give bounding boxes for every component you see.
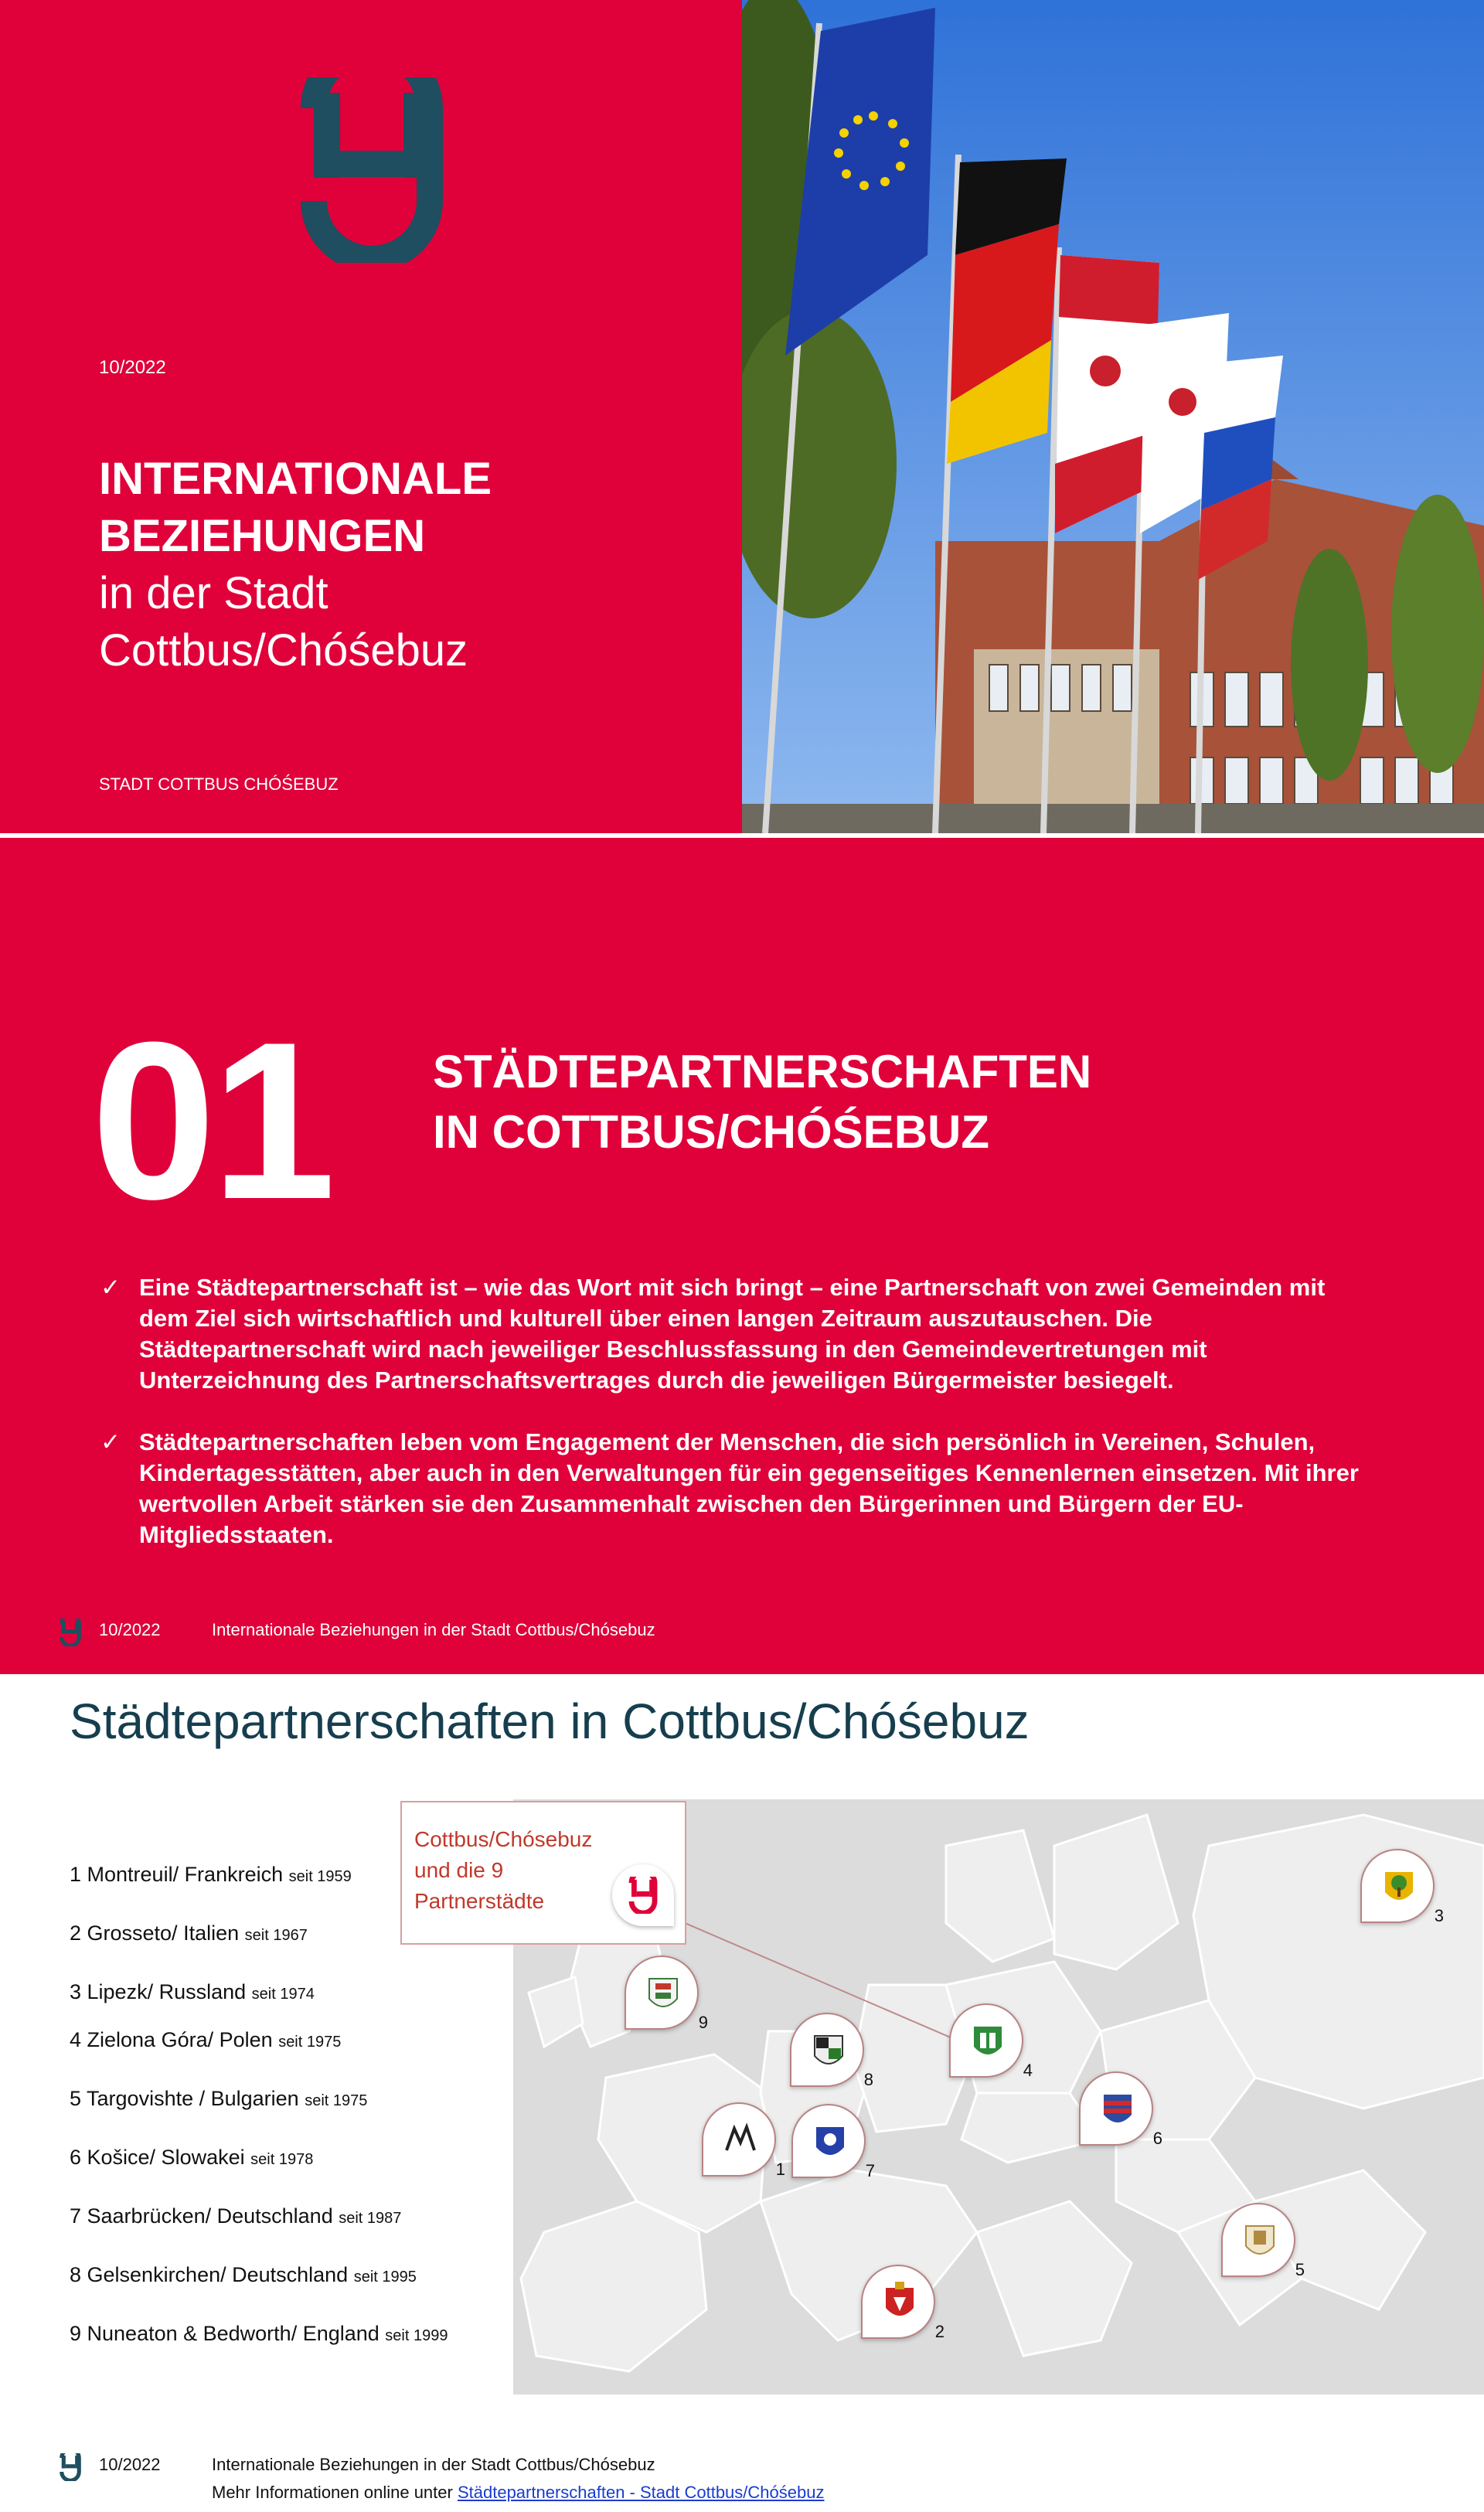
map-pin-nuneaton-bedworth [625,1955,708,2032]
city-name: 7 Saarbrücken/ Deutschland [70,2204,333,2228]
grosseto-crest-icon [883,2282,917,2323]
city-name: 4 Zielona Góra/ Polen [70,2028,273,2051]
publication-date: 10/2022 [99,357,166,378]
check-icon: ✓ [100,1428,121,1455]
pin-number: 7 [865,2161,875,2180]
map-pin-kosice [1079,2071,1162,2148]
footer-date: 10/2022 [99,1620,161,1639]
pin-number: 9 [698,2013,708,2032]
title-line-1: INTERNATIONALE [99,454,492,504]
footer-date: 10/2022 [99,2455,161,2474]
title-line-2: BEZIEHUNGEN [99,511,426,561]
city-name: 9 Nuneaton & Bedworth/ England [70,2322,380,2345]
document-title [99,451,492,679]
lipezk-crest-icon [1382,1866,1416,1908]
city-since: seit 1978 [250,2151,314,2168]
partner-city-item [70,2087,367,2111]
footer-more-info [212,2483,824,2503]
legend-line-2: und die 9 [414,1858,504,1882]
map-pin-saarbruecken [791,2104,875,2180]
pin-number: 2 [934,2322,945,2341]
bullet-text: Städtepartnerschaften leben vom Engagement der Menschen, die sich persönlich in Vereinen, Schulen, Kindertagesstätten, aber auch in den Verwaltungen für ein gegenseitiges Kennenlernen einsetzen. Mit ihrer wertvollen Arbeit stärken sie den Zusammenhalt zwischen den Bürgerinnen und Bürgern der EU-Mitgliedsstaaten. [139,1428,1359,1548]
city-since: seit 1975 [278,2034,342,2051]
cottbus-logo-icon [298,77,445,263]
section-heading [433,1042,1091,1162]
slide-footer [0,1611,1484,1649]
montreuil-logo-icon [723,2119,757,2161]
city-since: seit 1987 [339,2210,402,2227]
bullet-item [100,1272,1368,1396]
section-number: 01 [91,996,332,1246]
flags-photo [742,0,1484,833]
partner-city-item [70,2204,401,2228]
targovishte-crest-icon [1243,2220,1277,2262]
footer-text: Internationale Beziehungen in der Stadt Cottbus/Chósebuz [212,1620,655,1639]
map-pin-grosseto [861,2265,945,2341]
city-since: seit 1959 [288,1868,352,1885]
city-name: 5 Targovishte / Bulgarien [70,2087,299,2110]
city-since: seit 1999 [385,2327,448,2344]
city-since: seit 1974 [251,1986,315,2003]
city-since: seit 1995 [353,2269,417,2286]
city-name: 8 Gelsenkirchen/ Deutschland [70,2263,349,2286]
zielona-gora-crest-icon [971,2020,1005,2062]
gelsenkirchen-crest-icon [812,2030,846,2071]
partner-city-item [70,2263,417,2287]
pin-number: 6 [1152,2129,1162,2148]
more-info-prefix: Mehr Informationen online unter [212,2483,458,2502]
map-pin-zielona-gora [949,2003,1033,2080]
kosice-crest-icon [1101,2088,1135,2130]
cottbus-marker [612,1864,674,1926]
partner-city-item [70,2322,448,2346]
partner-city-item [70,1921,308,1945]
saarbruecken-crest-icon [813,2121,847,2163]
more-info-link[interactable]: Städtepartnerschaften - Stadt Cottbus/Chóśebuz [457,2483,825,2502]
city-since: seit 1975 [305,2092,368,2109]
city-name: 6 Košice/ Slowakei [70,2146,245,2169]
organisation-name: STADT COTTBUS CHÓŚEBUZ [99,774,339,794]
bullet-text: Eine Städtepartnerschaft ist – wie das Wort mit sich bringt – eine Partnerschaft von zwei Gemeinden mit dem Ziel sich wirtschaftlich und kulturell über einen langen Zeitraum auszutauschen. Die Städtepartnerschaft wird nach jeweiliger Beschlussfassung in den Gemeindevertretungen mit Unterzeichnung des Partnerschaftsvertrages durch die jeweiligen Bürgermeister besiegelt. [139,1274,1326,1394]
pin-number: 8 [863,2070,873,2089]
pin-number: 1 [775,2160,785,2179]
section-heading-line-2: IN COTTBUS/CHÓŚEBUZ [433,1106,989,1158]
map-pin-montreuil [702,2102,785,2179]
title-line-4: Cottbus/Chóśebuz [99,625,468,676]
nuneaton-crest-icon [646,1972,680,2014]
map-legend-box [400,1801,686,1945]
legend-line-3: Partnerstädte [414,1889,545,1913]
bullet-item [100,1427,1368,1550]
legend-line-1: Cottbus/Chósebuz [414,1827,593,1851]
pin-number: 4 [1023,2061,1033,2080]
partner-city-item [70,2028,341,2052]
city-since: seit 1967 [244,1927,308,1944]
pin-number: 3 [1434,1906,1444,1925]
city-name: 3 Lipezk/ Russland [70,1980,247,2003]
check-icon: ✓ [100,1274,121,1301]
title-line-3: in der Stadt [99,568,328,618]
bullet-list [100,1272,1368,1581]
title-slide [0,0,1484,833]
pin-number: 5 [1295,2260,1305,2279]
partner-city-item [70,1863,352,1887]
legend-caption [414,1824,592,1917]
partner-city-item [70,2146,313,2170]
map-pin-lipezk [1360,1849,1444,1925]
partner-city-item [70,1980,315,2004]
footer-text: Internationale Beziehungen in der Stadt Cottbus/Chósebuz [212,2455,655,2474]
cottbus-logo-icon [59,1619,82,1646]
slide-title: Städtepartnerschaften in Cottbus/Chóśebuz [70,1693,1030,1749]
city-name: 1 Montreuil/ Frankreich [70,1863,284,1886]
cottbus-logo-icon [628,1877,659,1914]
map-pin-targovishte [1221,2203,1305,2279]
city-name: 2 Grosseto/ Italien [70,1921,240,1945]
section-heading-line-1: STÄDTEPARTNERSCHAFTEN [433,1046,1092,1098]
map-pin-gelsenkirchen [790,2013,873,2089]
cottbus-logo-icon [59,2453,82,2481]
slide-footer [0,2446,1484,2512]
